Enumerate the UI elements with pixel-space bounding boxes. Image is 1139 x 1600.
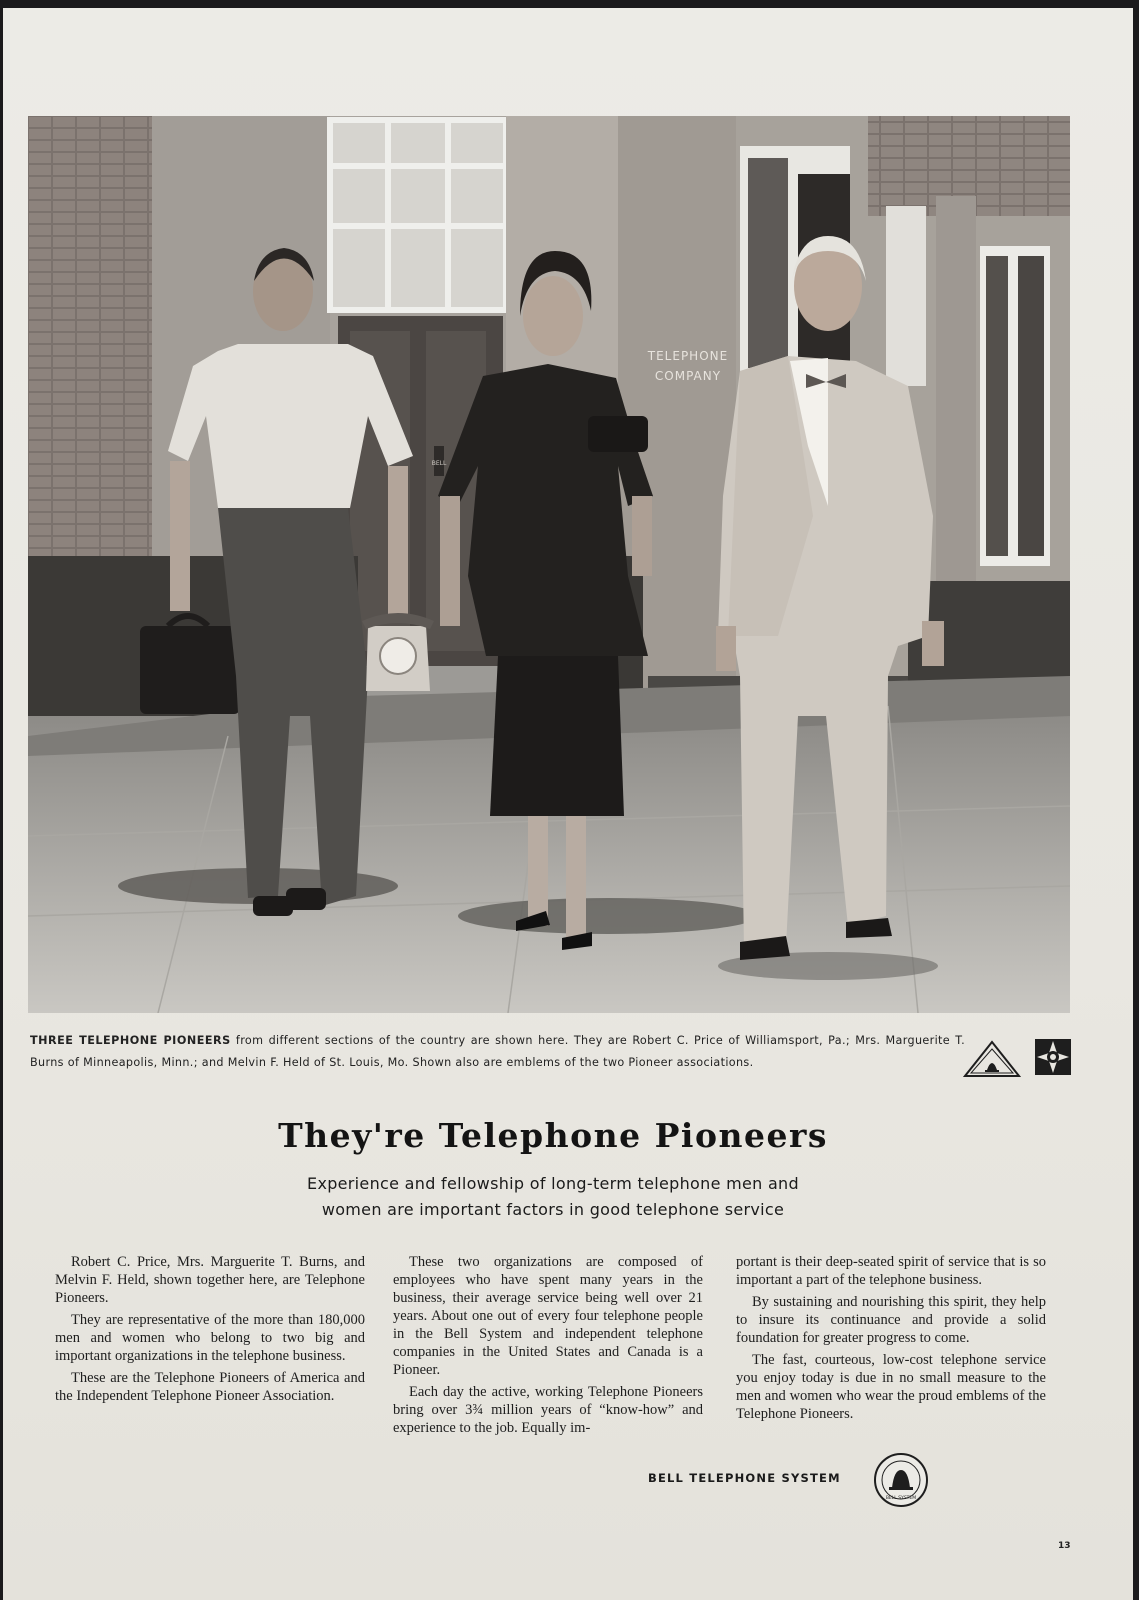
page-title: They're Telephone Pioneers: [278, 1116, 828, 1155]
pioneers-photograph: [28, 116, 1070, 1013]
subheadline: [203, 1171, 903, 1223]
door-plate-text: BELL: [431, 460, 447, 467]
body-paragraph: Robert C. Price, Mrs. Marguerite T. Burns, and Melvin F. Held, shown together here, are Telephone Pioneers.: [55, 1254, 365, 1306]
caption-lead: THREE TELEPHONE PIONEERS: [30, 1034, 231, 1047]
body-paragraph: portant is their deep-seated spirit of service that is so important a part of the telephone business.: [736, 1254, 1046, 1288]
body-paragraph: By sustaining and nourishing this spirit, they help to insure its continuance and provide a solid foundation for greater progress to come.: [736, 1294, 1046, 1346]
bell-telephone-system-signature: BELL TELEPHONE SYSTEM: [648, 1471, 841, 1485]
brick-wall-left: [28, 116, 152, 556]
body-paragraph: They are representative of the more than 180,000 men and women who belong to two big and important organizations in the telephone business.: [55, 1312, 365, 1364]
bell-system-logo: [873, 1452, 929, 1508]
subheadline-line-2: women are important factors in good telephone service: [321, 1200, 785, 1219]
independent-telephone-pioneer-emblem: [1033, 1037, 1073, 1077]
body-column-3: [736, 1253, 1046, 1427]
tool-bag: [140, 626, 240, 714]
caption-text: from different sections of the country are shown here. They are Robert C. Price of Williamsport, Pa.; Mrs. Marguerite T. Burns of Minneapolis, Minn.; and Melvin F. Held of St. Louis, Mo. Shown also are emblems of the two Pioneer associations.: [30, 1034, 966, 1069]
telephone-pioneers-of-america-emblem: [963, 1040, 1021, 1078]
building-sign-line2: COMPANY: [654, 369, 722, 383]
subheadline-line-1: Experience and fellowship of long-term telephone men and: [307, 1174, 799, 1193]
building-sign-line1: TELEPHONE: [647, 349, 729, 363]
body-paragraph: These are the Telephone Pioneers of America and the Independent Telephone Pioneer Association.: [55, 1370, 365, 1404]
building-window: [330, 120, 506, 310]
body-column-2: [393, 1253, 703, 1441]
page-number: 13: [1058, 1541, 1071, 1551]
body-paragraph: These two organizations are composed of employees who have spent many years in the business, their average service being well over 21 years. About one out of every four telephone people in the Bell System and independent telephone companies in the United States and Canada is a Pioneer.: [393, 1254, 703, 1378]
body-paragraph: Each day the active, working Telephone Pioneers bring over 3¾ million years of “know-how” and experience to the job. Equally im-: [393, 1384, 703, 1436]
photo-illustration: [28, 116, 1070, 1013]
photo-caption: [30, 1030, 965, 1074]
body-column-1: [55, 1253, 365, 1409]
magazine-page: [3, 8, 1133, 1600]
bell-logo-text: BELL SYSTEM: [885, 1496, 917, 1501]
body-paragraph: The fast, courteous, low-cost telephone service you enjoy today is due in no small measure to the men and women who wear the proud emblems of the Telephone Pioneers.: [736, 1352, 1046, 1422]
